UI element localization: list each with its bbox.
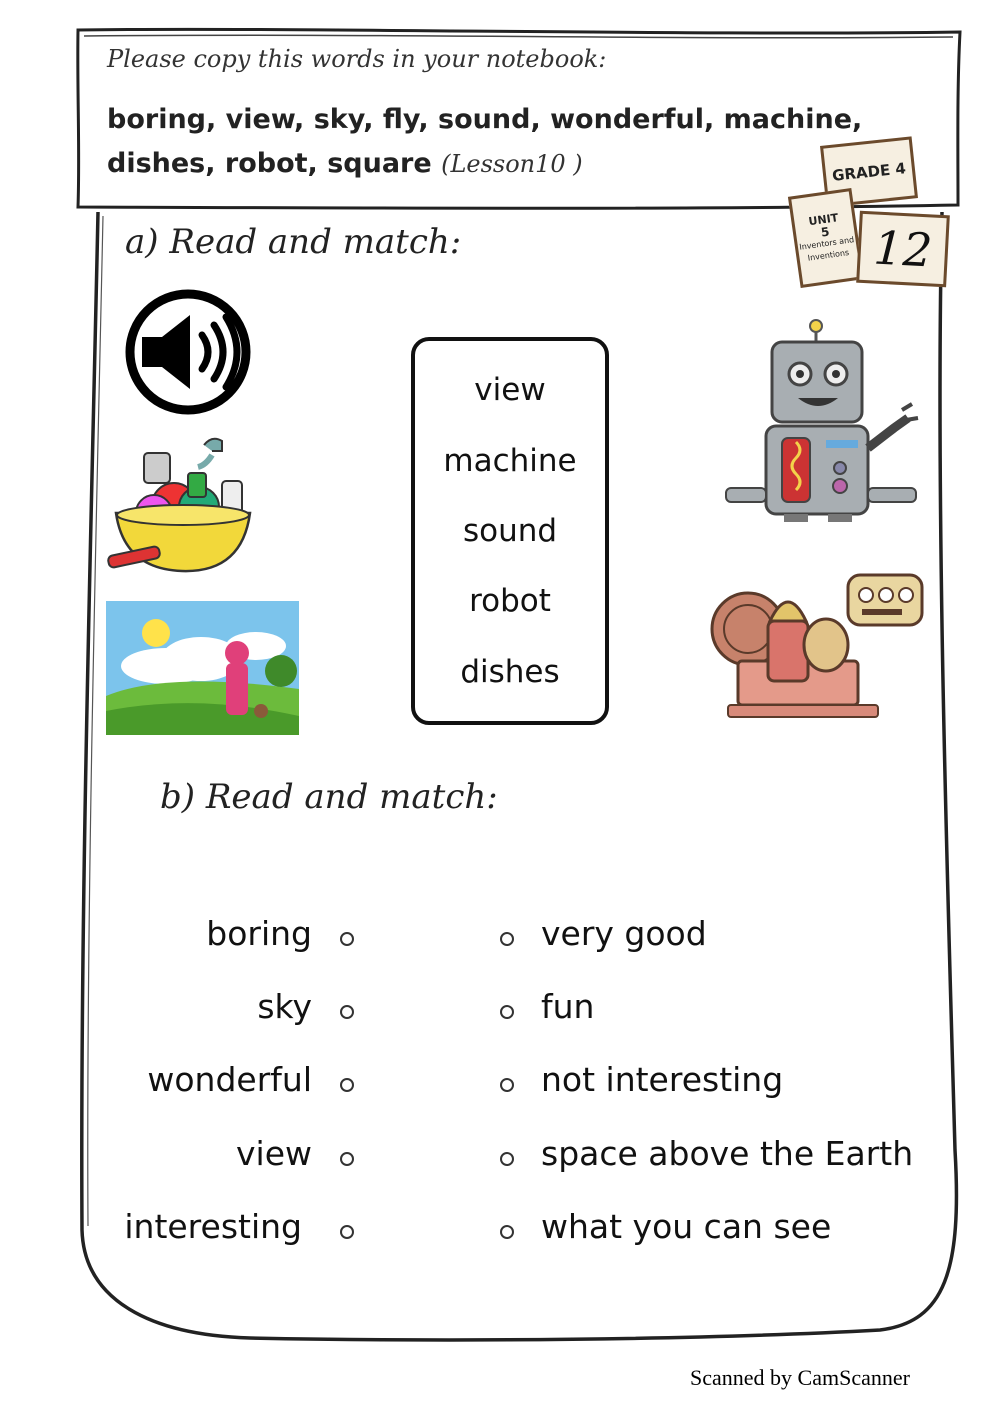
right-meaning-space-above-earth: space above the Earth: [541, 1134, 914, 1173]
left-word-view: view: [236, 1134, 312, 1173]
page-number-badge: 12: [856, 211, 950, 288]
left-word-boring: boring: [206, 914, 312, 953]
robot-picture: [722, 318, 922, 524]
unit-number: 5: [820, 224, 831, 240]
match-dot-left[interactable]: [340, 1225, 354, 1239]
left-word-wonderful: wonderful: [147, 1060, 312, 1099]
right-meaning-not-interesting: not interesting: [541, 1060, 784, 1099]
copy-instruction: Please copy this words in your notebook:: [107, 45, 607, 73]
vocabulary-word-list: [107, 98, 907, 186]
view-picture: [106, 601, 299, 735]
left-word-interesting: interesting: [124, 1207, 302, 1246]
lesson-reference: (Lesson10 ): [441, 150, 583, 178]
vocabulary-words: boring, view, sky, fly, sound, wonderful, machine, dishes, robot, square: [107, 104, 863, 179]
unit-label: UNIT: [807, 211, 840, 229]
word-sound: sound: [462, 512, 558, 549]
right-meaning-fun: fun: [541, 987, 595, 1026]
match-dot-right[interactable]: [500, 1078, 514, 1092]
unit-title: Inventors and Inventions: [798, 235, 855, 263]
match-dot-right[interactable]: [500, 1152, 514, 1166]
match-dot-left[interactable]: [340, 932, 354, 946]
word-machine: machine: [443, 442, 577, 479]
match-dot-left[interactable]: [340, 1005, 354, 1019]
word-box: [411, 337, 609, 725]
speaker-icon: [122, 287, 256, 417]
grade-badge: GRADE 4: [820, 136, 918, 207]
scanner-watermark: Scanned by CamScanner: [690, 1365, 910, 1390]
match-dot-left[interactable]: [340, 1078, 354, 1092]
match-dot-left[interactable]: [340, 1152, 354, 1166]
section-b-title: b) Read and match:: [160, 777, 498, 817]
match-dot-right[interactable]: [500, 1005, 514, 1019]
right-meaning-very-good: very good: [541, 914, 707, 953]
word-robot: robot: [469, 583, 551, 620]
dishes-picture: [104, 425, 256, 577]
word-view: view: [474, 372, 546, 409]
machine-picture: [708, 565, 930, 727]
unit-badge: [788, 188, 864, 288]
left-word-sky: sky: [257, 987, 312, 1026]
right-meaning-what-you-can-see: what you can see: [541, 1207, 832, 1246]
section-a-title: a) Read and match:: [125, 222, 462, 262]
match-dot-right[interactable]: [500, 1225, 514, 1239]
word-dishes: dishes: [460, 653, 560, 690]
match-dot-right[interactable]: [500, 932, 514, 946]
